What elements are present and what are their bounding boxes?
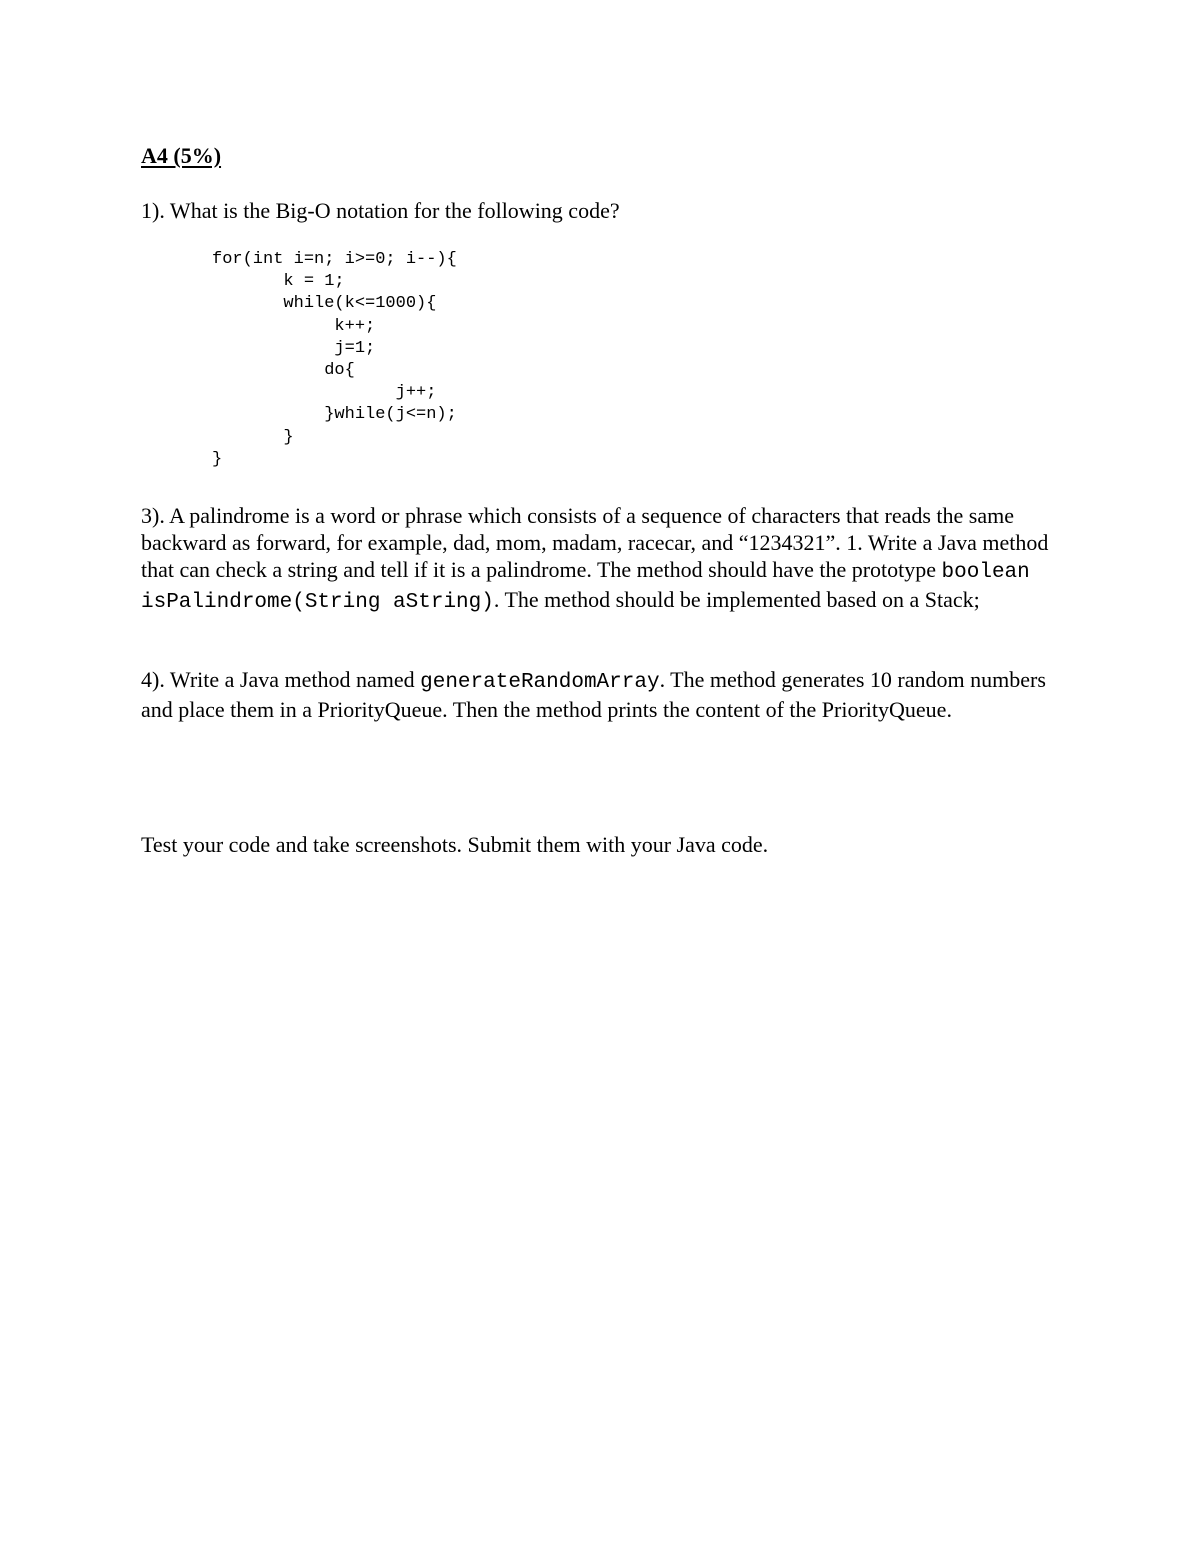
assignment-heading: A4 (5%) xyxy=(141,143,222,168)
question-3-text: 3). A palindrome is a word or phrase which consists of a sequence of characters that reads the same backward as forward, for example, dad, mom, madam, racecar, and “1234321”. 1. Write a Java method that can check a string and tell if it is a palindrome. The method should have the prototype xyxy=(141,503,1049,582)
code-line: }while(j<=n); xyxy=(212,405,457,425)
question-4-text: 4). Write a Java method named xyxy=(141,667,421,692)
question-1: 1). What is the Big-O notation for the following code? xyxy=(141,198,620,223)
code-block xyxy=(212,249,457,471)
code-line: while(k<=1000){ xyxy=(212,294,437,314)
code-line: k++; xyxy=(212,316,376,336)
code-line: } xyxy=(212,427,294,447)
code-line: do{ xyxy=(212,361,355,381)
method-name: generateRandomArray xyxy=(420,671,660,694)
code-line: j=1; xyxy=(212,338,376,358)
method-prototype: boolean isPalindrome(String aString) xyxy=(141,561,1030,614)
code-line: j++; xyxy=(212,383,437,403)
question-4 xyxy=(141,666,1071,723)
code-line: } xyxy=(212,449,223,469)
submission-instructions: Test your code and take screenshots. Submit them with your Java code. xyxy=(141,832,769,857)
question-3-text-end: . The method should be implemented based on a Stack; xyxy=(493,587,980,612)
question-4-text-end: . The method generates 10 random numbers and place them in a PriorityQueue. Then the method prints the content of the PriorityQueue. xyxy=(141,667,1046,722)
question-3 xyxy=(141,502,1071,616)
code-line: k = 1; xyxy=(212,272,345,292)
code-line: for(int i=n; i>=0; i--){ xyxy=(212,250,457,269)
